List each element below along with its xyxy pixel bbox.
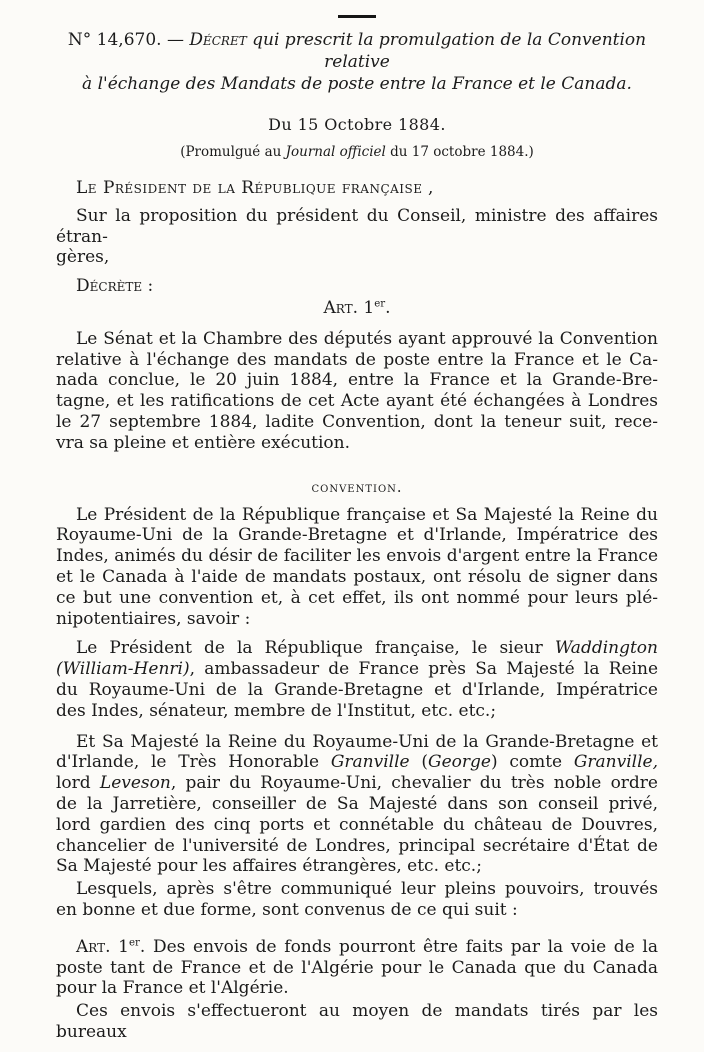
text-line: d'Irlande, le Très Honorable Granville (George) comte Granville, xyxy=(56,752,658,773)
document-content xyxy=(56,29,658,1043)
paragraph-preamble xyxy=(56,505,658,630)
paragraph-senate-approval xyxy=(56,329,658,454)
text-line: Sur la proposition du président du Conseil, ministre des affaires étran- xyxy=(56,205,658,247)
text-line: Sa Majesté pour les affaires étrangères, etc. etc.; xyxy=(56,856,482,877)
text-line: Royaume-Uni de la Grande-Bretagne et d'Irlande, Impératrice des xyxy=(56,525,658,546)
decree-word xyxy=(56,276,658,297)
text-line: (Promulgué au Journal officiel du 17 octobre 1884.) xyxy=(180,144,534,160)
text-line: à l'échange des Mandats de poste entre la France et le Canada. xyxy=(82,74,632,94)
text-line: des Indes, sénateur, membre de l'Institut, etc. etc.; xyxy=(56,700,497,721)
text-line: gères, xyxy=(56,247,110,268)
text-line: tagne, et les ratifications de cet Acte ayant été échangées à Londres xyxy=(56,391,658,412)
text-line: du Royaume-Uni de la Grande-Bretagne et d'Irlande, Impératrice xyxy=(56,679,658,700)
text-line: Le Président de la République française , xyxy=(76,178,434,198)
text-line: Le Président de la République française et Sa Majesté la Reine du xyxy=(76,504,658,525)
text-line: poste tant de France et de l'Algérie pour le Canada que du Canada xyxy=(56,957,658,978)
salutation xyxy=(56,178,658,199)
promulgation-note xyxy=(56,144,658,161)
text-line: convention. xyxy=(311,479,403,496)
text-line: lord Leveson, pair du Royaume-Uni, chevalier du très noble ordre xyxy=(56,773,658,794)
text-line: et le Canada à l'aide de mandats postaux, ont résolu de signer dans xyxy=(56,566,658,587)
paragraph-french-plenipotentiary xyxy=(56,638,658,721)
text-line: Art. 1er. Des envois de fonds pourront être faits par la voie de la xyxy=(76,936,658,957)
date-line xyxy=(56,115,658,135)
text-line: Indes, animés du désir de faciliter les envois d'argent entre la France xyxy=(56,546,658,567)
text-line: Le Président de la République française, le sieur Waddington xyxy=(76,638,658,659)
text-line: lord gardien des cinq ports et connétable du château de Douvres, xyxy=(56,814,658,835)
text-line: Décrète : xyxy=(76,276,154,297)
text-line: Art. 1er. xyxy=(323,297,391,318)
text-line: en bonne et due forme, sont convenus de ce qui suit : xyxy=(56,899,518,920)
text-line: de la Jarretière, conseiller de Sa Majesté dans son conseil privé, xyxy=(56,793,658,814)
paragraph-british-plenipotentiary xyxy=(56,732,658,878)
convention-heading xyxy=(56,479,658,497)
text-line: nada conclue, le 20 juin 1884, entre la France et la Grande-Bre- xyxy=(56,370,658,391)
text-line: nipotentiaires, savoir : xyxy=(56,608,251,629)
text-line: le 27 septembre 1884, ladite Convention, dont la teneur suit, rece- xyxy=(56,411,658,432)
section-divider-rule xyxy=(338,15,376,18)
text-line: (William-Henri), ambassadeur de France près Sa Majesté la Reine xyxy=(56,659,658,680)
decree-title xyxy=(56,29,658,95)
text-line: Du 15 Octobre 1884. xyxy=(268,115,446,134)
text-line: chancelier de l'université de Londres, principal secrétaire d'État de xyxy=(56,835,658,856)
text-line: pour la France et l'Algérie. xyxy=(56,978,289,999)
article-1-heading xyxy=(56,298,658,319)
text-line: relative à l'échange des mandats de poste entre la France et le Ca- xyxy=(56,349,658,370)
text-line: Ces envois s'effectueront au moyen de mandats tirés par les bureaux xyxy=(56,1001,658,1042)
paragraph-proposition xyxy=(56,206,658,268)
text-line: Le Sénat et la Chambre des députés ayant approuvé la Convention xyxy=(76,328,658,349)
text-line: ce but une convention et, à cet effet, ils ont nommé pour leurs plé- xyxy=(56,587,658,608)
text-line: Et Sa Majesté la Reine du Royaume-Uni de la Grande-Bretagne et xyxy=(76,731,658,752)
text-line: N° 14,670. — Décret qui prescrit la promulgation de la Convention relative xyxy=(67,30,647,72)
paragraph-agreement xyxy=(56,879,658,921)
text-line: vra sa pleine et entière exécution. xyxy=(56,432,351,453)
text-line: Lesquels, après s'être communiqué leur pleins pouvoirs, trouvés xyxy=(76,879,658,900)
paragraph-money-orders xyxy=(56,1001,658,1043)
paragraph-article-1 xyxy=(56,937,658,999)
